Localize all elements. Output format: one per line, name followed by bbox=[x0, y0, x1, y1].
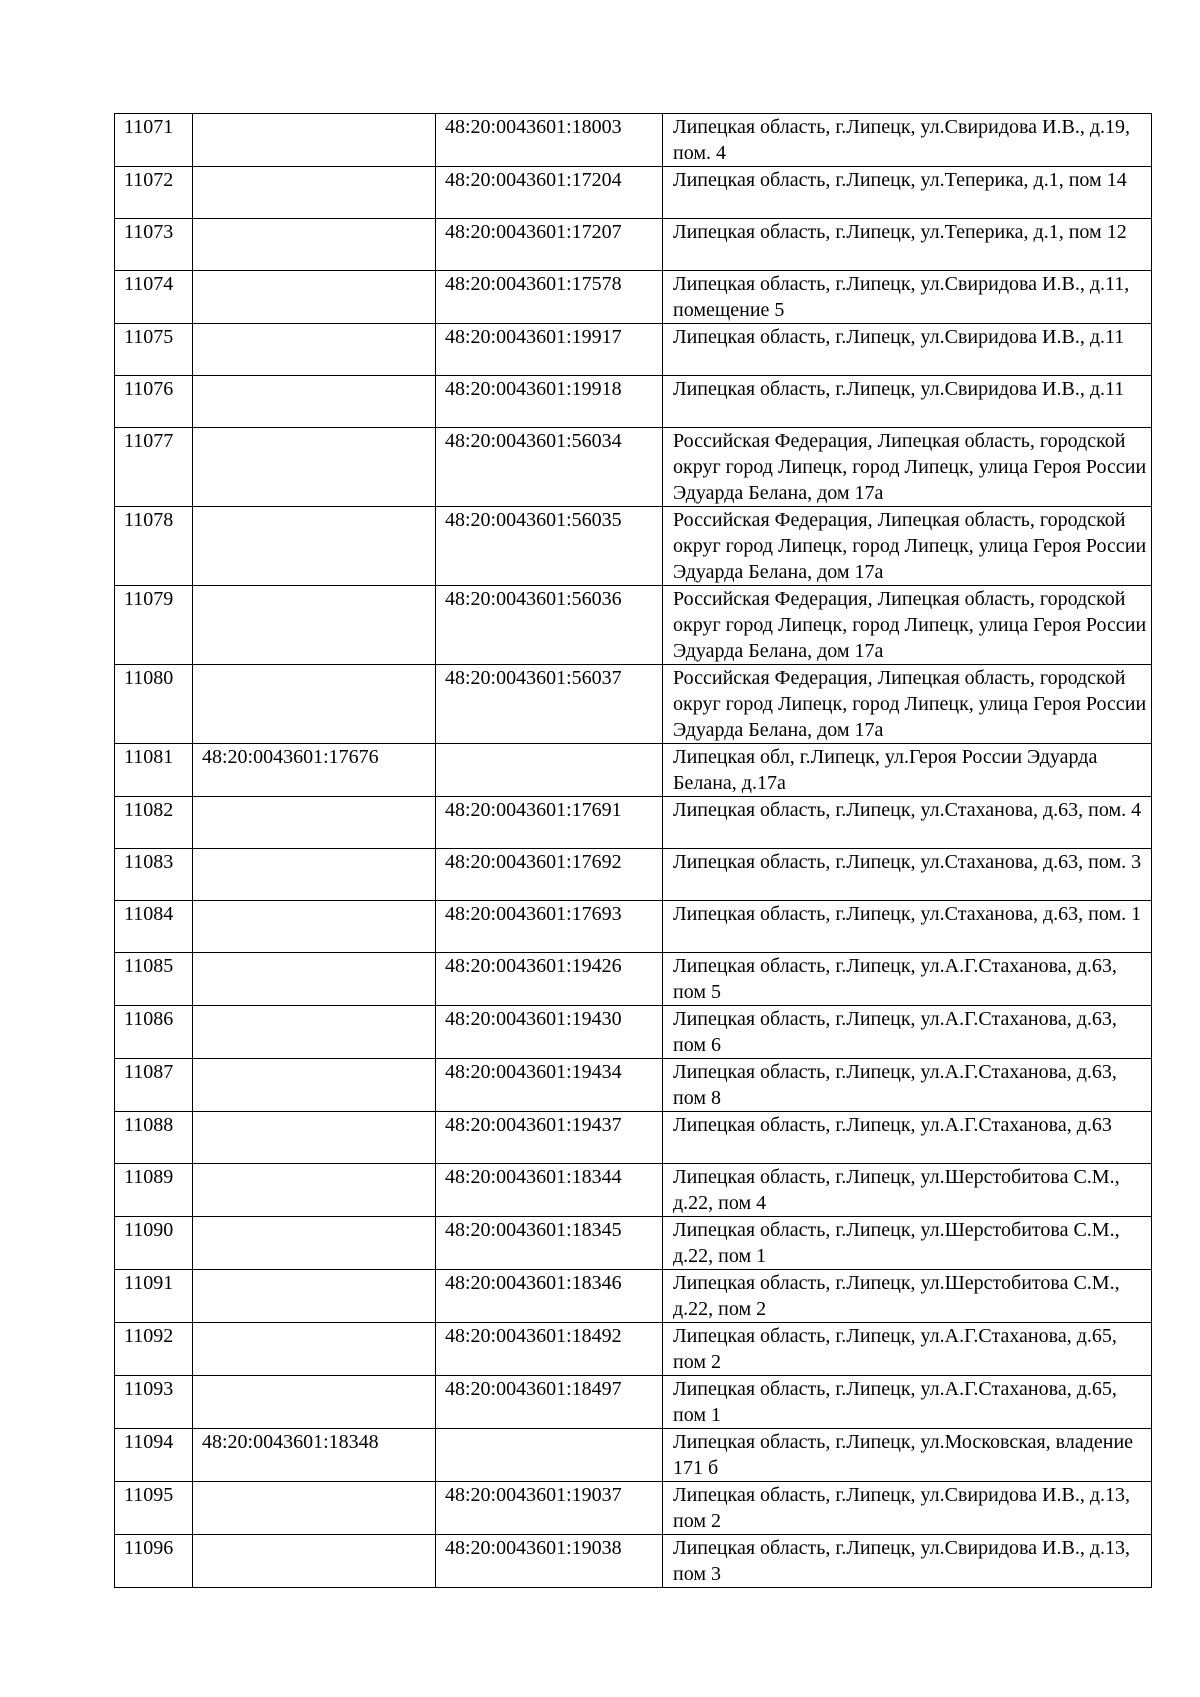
row-number-cell: 11085 bbox=[115, 953, 193, 1006]
address-cell: Липецкая область, г.Липецк, ул.Свиридова И.В., д.19, пом. 4 bbox=[663, 114, 1152, 167]
cadastral-number-cell: 48:20:0043601:18348 bbox=[193, 1429, 436, 1482]
object-cadastral-number-cell: 48:20:0043601:18344 bbox=[436, 1164, 663, 1217]
row-number-cell: 11083 bbox=[115, 849, 193, 901]
object-cadastral-number-cell: 48:20:0043601:56035 bbox=[436, 507, 663, 586]
row-number-cell: 11087 bbox=[115, 1059, 193, 1112]
cadastral-number-cell bbox=[193, 1217, 436, 1270]
object-cadastral-number-cell: 48:20:0043601:56034 bbox=[436, 428, 663, 507]
address-cell: Липецкая область, г.Липецк, ул.Свиридова И.В., д.11 bbox=[663, 324, 1152, 376]
cadastral-number-cell bbox=[193, 797, 436, 849]
row-number-cell: 11088 bbox=[115, 1112, 193, 1164]
row-number-cell: 11089 bbox=[115, 1164, 193, 1217]
object-cadastral-number-cell: 48:20:0043601:18345 bbox=[436, 1217, 663, 1270]
table-row bbox=[115, 1535, 1152, 1588]
object-cadastral-number-cell: 48:20:0043601:17204 bbox=[436, 167, 663, 219]
object-cadastral-number-cell: 48:20:0043601:19037 bbox=[436, 1482, 663, 1535]
cadastral-number-cell bbox=[193, 1270, 436, 1323]
object-cadastral-number-cell: 48:20:0043601:19437 bbox=[436, 1112, 663, 1164]
cadastral-number-cell bbox=[193, 1059, 436, 1112]
row-number-cell: 11086 bbox=[115, 1006, 193, 1059]
address-cell: Липецкая область, г.Липецк, ул.Свиридова И.В., д.13, пом 3 bbox=[663, 1535, 1152, 1588]
cadastral-number-cell bbox=[193, 665, 436, 744]
property-table bbox=[114, 113, 1152, 1588]
row-number-cell: 11078 bbox=[115, 507, 193, 586]
row-number-cell: 11092 bbox=[115, 1323, 193, 1376]
table-row bbox=[115, 953, 1152, 1006]
table-row bbox=[115, 1323, 1152, 1376]
table-row bbox=[115, 1164, 1152, 1217]
table-row bbox=[115, 271, 1152, 324]
row-number-cell: 11073 bbox=[115, 219, 193, 271]
object-cadastral-number-cell bbox=[436, 1429, 663, 1482]
row-number-cell: 11080 bbox=[115, 665, 193, 744]
table-row bbox=[115, 586, 1152, 665]
cadastral-number-cell bbox=[193, 167, 436, 219]
cadastral-number-cell bbox=[193, 1006, 436, 1059]
document-page bbox=[114, 113, 1151, 1588]
cadastral-number-cell bbox=[193, 1535, 436, 1588]
address-cell: Липецкая область, г.Липецк, ул.Свиридова И.В., д.11 bbox=[663, 376, 1152, 428]
row-number-cell: 11093 bbox=[115, 1376, 193, 1429]
row-number-cell: 11091 bbox=[115, 1270, 193, 1323]
address-cell: Липецкая область, г.Липецк, ул.А.Г.Стаханова, д.63, пом 6 bbox=[663, 1006, 1152, 1059]
row-number-cell: 11071 bbox=[115, 114, 193, 167]
table-row bbox=[115, 1059, 1152, 1112]
row-number-cell: 11075 bbox=[115, 324, 193, 376]
object-cadastral-number-cell: 48:20:0043601:17207 bbox=[436, 219, 663, 271]
object-cadastral-number-cell: 48:20:0043601:17693 bbox=[436, 901, 663, 953]
cadastral-number-cell bbox=[193, 114, 436, 167]
object-cadastral-number-cell: 48:20:0043601:17692 bbox=[436, 849, 663, 901]
table-row bbox=[115, 1482, 1152, 1535]
table-row bbox=[115, 1429, 1152, 1482]
cadastral-number-cell bbox=[193, 271, 436, 324]
address-cell: Липецкая область, г.Липецк, ул.Шерстобитова С.М., д.22, пом 4 bbox=[663, 1164, 1152, 1217]
address-cell: Липецкая область, г.Липецк, ул.Стаханова, д.63, пом. 1 bbox=[663, 901, 1152, 953]
table-row bbox=[115, 1006, 1152, 1059]
address-cell: Российская Федерация, Липецкая область, городской округ город Липецк, город Липецк, улица Героя России Эдуарда Белана, дом 17а bbox=[663, 428, 1152, 507]
row-number-cell: 11095 bbox=[115, 1482, 193, 1535]
address-cell: Липецкая область, г.Липецк, ул.Свиридова И.В., д.11, помещение 5 bbox=[663, 271, 1152, 324]
table-row bbox=[115, 376, 1152, 428]
object-cadastral-number-cell: 48:20:0043601:17578 bbox=[436, 271, 663, 324]
row-number-cell: 11081 bbox=[115, 744, 193, 797]
table-row bbox=[115, 219, 1152, 271]
cadastral-number-cell bbox=[193, 324, 436, 376]
cadastral-number-cell bbox=[193, 1376, 436, 1429]
object-cadastral-number-cell: 48:20:0043601:18497 bbox=[436, 1376, 663, 1429]
object-cadastral-number-cell: 48:20:0043601:19038 bbox=[436, 1535, 663, 1588]
object-cadastral-number-cell: 48:20:0043601:19434 bbox=[436, 1059, 663, 1112]
row-number-cell: 11077 bbox=[115, 428, 193, 507]
address-cell: Липецкая область, г.Липецк, ул.Теперика, д.1, пом 14 bbox=[663, 167, 1152, 219]
row-number-cell: 11082 bbox=[115, 797, 193, 849]
cadastral-number-cell: 48:20:0043601:17676 bbox=[193, 744, 436, 797]
cadastral-number-cell bbox=[193, 849, 436, 901]
cadastral-number-cell bbox=[193, 376, 436, 428]
cadastral-number-cell bbox=[193, 1482, 436, 1535]
address-cell: Липецкая обл, г.Липецк, ул.Героя России Эдуарда Белана, д.17а bbox=[663, 744, 1152, 797]
object-cadastral-number-cell: 48:20:0043601:56037 bbox=[436, 665, 663, 744]
table-row bbox=[115, 507, 1152, 586]
address-cell: Липецкая область, г.Липецк, ул.Московская, владение 171 б bbox=[663, 1429, 1152, 1482]
table-row bbox=[115, 797, 1152, 849]
row-number-cell: 11094 bbox=[115, 1429, 193, 1482]
row-number-cell: 11096 bbox=[115, 1535, 193, 1588]
address-cell: Липецкая область, г.Липецк, ул.Стаханова, д.63, пом. 3 bbox=[663, 849, 1152, 901]
row-number-cell: 11072 bbox=[115, 167, 193, 219]
address-cell: Липецкая область, г.Липецк, ул.Шерстобитова С.М., д.22, пом 1 bbox=[663, 1217, 1152, 1270]
cadastral-number-cell bbox=[193, 1323, 436, 1376]
address-cell: Липецкая область, г.Липецк, ул.Теперика, д.1, пом 12 bbox=[663, 219, 1152, 271]
table-row bbox=[115, 324, 1152, 376]
table-row bbox=[115, 665, 1152, 744]
cadastral-number-cell bbox=[193, 1112, 436, 1164]
address-cell: Липецкая область, г.Липецк, ул.А.Г.Стаханова, д.63, пом 8 bbox=[663, 1059, 1152, 1112]
address-cell: Липецкая область, г.Липецк, ул.Стаханова, д.63, пом. 4 bbox=[663, 797, 1152, 849]
row-number-cell: 11090 bbox=[115, 1217, 193, 1270]
object-cadastral-number-cell: 48:20:0043601:19917 bbox=[436, 324, 663, 376]
table-row bbox=[115, 428, 1152, 507]
cadastral-number-cell bbox=[193, 1164, 436, 1217]
table-row bbox=[115, 849, 1152, 901]
cadastral-number-cell bbox=[193, 428, 436, 507]
object-cadastral-number-cell: 48:20:0043601:17691 bbox=[436, 797, 663, 849]
table-row bbox=[115, 901, 1152, 953]
address-cell: Российская Федерация, Липецкая область, городской округ город Липецк, город Липецк, улица Героя России Эдуарда Белана, дом 17а bbox=[663, 507, 1152, 586]
row-number-cell: 11084 bbox=[115, 901, 193, 953]
object-cadastral-number-cell bbox=[436, 744, 663, 797]
row-number-cell: 11079 bbox=[115, 586, 193, 665]
table-row bbox=[115, 1270, 1152, 1323]
table-row bbox=[115, 1217, 1152, 1270]
address-cell: Российская Федерация, Липецкая область, городской округ город Липецк, город Липецк, улица Героя России Эдуарда Белана, дом 17а bbox=[663, 586, 1152, 665]
object-cadastral-number-cell: 48:20:0043601:19918 bbox=[436, 376, 663, 428]
table-row bbox=[115, 1112, 1152, 1164]
cadastral-number-cell bbox=[193, 507, 436, 586]
object-cadastral-number-cell: 48:20:0043601:18003 bbox=[436, 114, 663, 167]
object-cadastral-number-cell: 48:20:0043601:19430 bbox=[436, 1006, 663, 1059]
table-row bbox=[115, 167, 1152, 219]
address-cell: Липецкая область, г.Липецк, ул.Шерстобитова С.М., д.22, пом 2 bbox=[663, 1270, 1152, 1323]
object-cadastral-number-cell: 48:20:0043601:19426 bbox=[436, 953, 663, 1006]
table-row bbox=[115, 114, 1152, 167]
address-cell: Липецкая область, г.Липецк, ул.А.Г.Стаханова, д.65, пом 1 bbox=[663, 1376, 1152, 1429]
address-cell: Липецкая область, г.Липецк, ул.А.Г.Стаханова, д.63 bbox=[663, 1112, 1152, 1164]
cadastral-number-cell bbox=[193, 953, 436, 1006]
cadastral-number-cell bbox=[193, 901, 436, 953]
row-number-cell: 11076 bbox=[115, 376, 193, 428]
object-cadastral-number-cell: 48:20:0043601:56036 bbox=[436, 586, 663, 665]
address-cell: Липецкая область, г.Липецк, ул.А.Г.Стаханова, д.63, пом 5 bbox=[663, 953, 1152, 1006]
table-row bbox=[115, 744, 1152, 797]
address-cell: Липецкая область, г.Липецк, ул.А.Г.Стаханова, д.65, пом 2 bbox=[663, 1323, 1152, 1376]
table-body bbox=[115, 114, 1152, 1588]
table-row bbox=[115, 1376, 1152, 1429]
cadastral-number-cell bbox=[193, 219, 436, 271]
address-cell: Российская Федерация, Липецкая область, городской округ город Липецк, город Липецк, улица Героя России Эдуарда Белана, дом 17а bbox=[663, 665, 1152, 744]
cadastral-number-cell bbox=[193, 586, 436, 665]
object-cadastral-number-cell: 48:20:0043601:18346 bbox=[436, 1270, 663, 1323]
row-number-cell: 11074 bbox=[115, 271, 193, 324]
object-cadastral-number-cell: 48:20:0043601:18492 bbox=[436, 1323, 663, 1376]
address-cell: Липецкая область, г.Липецк, ул.Свиридова И.В., д.13, пом 2 bbox=[663, 1482, 1152, 1535]
